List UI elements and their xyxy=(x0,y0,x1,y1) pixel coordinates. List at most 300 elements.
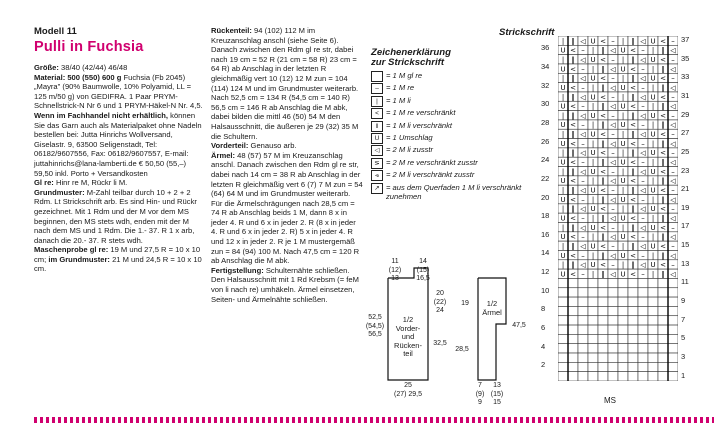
row-number-left: 14 xyxy=(541,248,550,258)
chart-cell xyxy=(608,325,618,334)
row-number-right: 19 xyxy=(681,202,690,212)
chart-cell-symbol: | xyxy=(591,83,595,92)
chart-cell xyxy=(558,278,568,287)
legend-symbol-icon: ◁ xyxy=(371,145,383,156)
chart-cell-symbol: | xyxy=(561,167,565,176)
mid-text-paragraph: Fertigstellung: Schulternähte schließen. Den Halsausschnitt mit 1 Rd Krebsm (= feM von li nach re) umhäkeln. Ärmel einsetzen, Seiten- und Ärmelnähte schließen. xyxy=(211,265,359,304)
chart-cell xyxy=(668,344,678,353)
chart-cell-symbol: U xyxy=(620,214,626,223)
chart-cell xyxy=(668,306,678,315)
chart-cell-symbol: < xyxy=(660,37,666,46)
mid-text-paragraph: Ärmel: 48 (57) 57 M im Kreuzanschlag anschl. Danach zwischen den Rdm gl re str, dabei nach 14 cm = 38 R ab Anschlag in der letzten R gleichmäßig vert 6 (7) 7 M zun = 54 (64) 64 M und im Grundmuster weiterarb. Für die Ärmelschrägungen nach 28,5 cm = 74 R ab Anschlag beids 1 M, dann 8 x in jeder 4. R und 6 x in jeder 2. R (8 x in jeder 4. R und 6 x in jeder 2. R) 5 x in jeder 4. R und 12 x in jeder 2. R je 1 M mustergemäß zun = 84 (94) 100 M. Nach 47,5 cm = 120 R ab Anschlag die M abk. xyxy=(211,150,363,266)
chart-cell xyxy=(638,334,648,343)
schema-back-top: 11 (12) 13 xyxy=(388,258,402,282)
chart-cell-symbol: ◁ xyxy=(640,111,646,120)
row-number-left: 8 xyxy=(541,304,546,314)
chart-cell-symbol: | xyxy=(591,102,595,111)
schema-back-bottom: 25 (27) 29,5 xyxy=(393,382,423,398)
schema-sleeve-bottom-left: 7 (9) 9 xyxy=(475,382,485,406)
chart-cell-symbol: | xyxy=(591,46,595,55)
chart-cell xyxy=(578,334,588,343)
chart-cell xyxy=(668,325,678,334)
legend-symbol-icon: – xyxy=(371,83,383,94)
chart-cell-symbol: – xyxy=(611,130,615,139)
row-number-left: 36 xyxy=(541,43,550,53)
chart-cell-symbol: – xyxy=(581,139,585,148)
chart-cell-symbol: ◁ xyxy=(610,177,616,186)
chart-cell-symbol: U xyxy=(620,177,626,186)
chart-cell-symbol: < xyxy=(570,233,576,242)
row-number-left: 32 xyxy=(541,80,550,90)
chart-cell-symbol: < xyxy=(630,158,636,167)
row-number-right: 23 xyxy=(681,165,690,175)
chart-cell-symbol: | xyxy=(621,74,625,83)
chart-cell-symbol: U xyxy=(650,205,656,214)
chart-cell-symbol: | xyxy=(591,270,595,279)
chart-cell-symbol: | xyxy=(591,139,595,148)
chart-cell-symbol: ◁ xyxy=(610,139,616,148)
left-text-paragraph: Gl re: Hinr re M, Rückr li M. xyxy=(34,178,128,188)
chart-cell-symbol: ‖ xyxy=(631,93,635,102)
legend-item xyxy=(371,71,541,83)
chart-cell-symbol: ‖ xyxy=(601,46,605,55)
chart-cell-symbol: – xyxy=(581,214,585,223)
chart-cell-symbol: | xyxy=(621,167,625,176)
chart-cell-symbol: ◁ xyxy=(610,121,616,130)
chart-cell-symbol: < xyxy=(600,242,606,251)
chart-cell-symbol: ‖ xyxy=(631,149,635,158)
chart-cell xyxy=(588,353,598,362)
legend-list xyxy=(371,71,541,205)
chart-cell-symbol: < xyxy=(660,186,666,195)
chart-cell xyxy=(628,344,638,353)
row-number-right: 25 xyxy=(681,146,690,156)
knitting-chart xyxy=(558,36,678,381)
chart-cell-symbol: ◁ xyxy=(670,65,676,74)
row-number-right: 15 xyxy=(681,240,690,250)
chart-cell-symbol: – xyxy=(671,74,675,83)
chart-cell xyxy=(658,334,668,343)
legend-symbol-icon: ⩹ xyxy=(371,170,383,181)
chart-cell-symbol: < xyxy=(600,74,606,83)
row-number-right: 3 xyxy=(681,352,686,362)
chart-cell-symbol: | xyxy=(561,261,565,270)
chart-cell-symbol: U xyxy=(590,55,596,64)
left-column xyxy=(34,0,204,274)
chart-cell-symbol: | xyxy=(561,93,565,102)
chart-cell-symbol: < xyxy=(600,223,606,232)
legend-symbol-icon: U xyxy=(371,133,383,144)
row-number-left: 26 xyxy=(541,136,550,146)
chart-cell-symbol: U xyxy=(650,74,656,83)
chart-cell-symbol: U xyxy=(590,261,596,270)
chart-cell-symbol: ◁ xyxy=(610,65,616,74)
chart-cell xyxy=(658,362,668,371)
chart-cell-symbol: ‖ xyxy=(631,37,635,46)
left-text-paragraph: im Grundmuster: 21 M und 24,5 R = 10 x 10 cm. xyxy=(34,254,202,274)
chart-cell-symbol: | xyxy=(561,111,565,120)
row-number-right: 27 xyxy=(681,128,690,138)
chart-cell xyxy=(648,316,658,325)
chart-cell-symbol: | xyxy=(591,214,595,223)
chart-cell-symbol: U xyxy=(620,233,626,242)
chart-cell-symbol: ‖ xyxy=(661,65,665,74)
chart-cell xyxy=(568,353,578,362)
chart-cell xyxy=(628,278,638,287)
chart-cell-symbol: – xyxy=(671,242,675,251)
chart-cell-symbol: < xyxy=(600,130,606,139)
chart-cell-symbol: – xyxy=(581,46,585,55)
chart-cell xyxy=(618,316,628,325)
row-number-left: 34 xyxy=(541,61,550,71)
legend-label: = 2 M re verschränkt zusstr xyxy=(386,157,478,167)
chart-cell-symbol: ‖ xyxy=(661,251,665,260)
legend-symbol-icon: < xyxy=(371,108,383,119)
mid-text-paragraph: Rückenteil: 94 (102) 112 M im Kreuzanschlag anschl (siehe Seite 6). Danach zwischen den Rdm gl re str, dabei nach 19 cm = 52 R (21 cm = 58 R) 23 cm = 64 R) ab Anschlag in der letzten R gleichmäßig vert 10 (12) 12 M zun = 104 (114) 124 M und im Grundmuster weiterarb. Nach 52,5 cm = 134 R (54,5 cm = 140 R) 56,5 cm = 146 R ab Anschlag die M abk, dabei bilden die mittl 46 (50) 54 M den Halsausschnitt, die äußeren je 29 (32) 35 M die Schultern. xyxy=(211,26,359,141)
chart-cell-symbol: ‖ xyxy=(661,177,665,186)
schema-back-left: 52,5 (54,5) 56,5 xyxy=(365,314,385,338)
chart-cell-symbol: – xyxy=(671,55,675,64)
chart-cell-symbol: – xyxy=(641,83,645,92)
chart-cell-symbol: < xyxy=(630,214,636,223)
chart-cell-symbol: ◁ xyxy=(610,102,616,111)
legend-title: Zeichenerklärung xyxy=(371,47,451,58)
chart-cell-symbol: ◁ xyxy=(580,37,586,46)
chart-cell-symbol: ◁ xyxy=(580,186,586,195)
chart-cell-symbol: – xyxy=(641,46,645,55)
chart-cell-symbol: | xyxy=(621,186,625,195)
chart-cell-symbol: – xyxy=(611,242,615,251)
chart-cell-symbol: ‖ xyxy=(601,214,605,223)
chart-cell xyxy=(628,325,638,334)
chart-cell-symbol: ◁ xyxy=(610,233,616,242)
chart-cell-symbol: | xyxy=(591,177,595,186)
chart-cell xyxy=(628,353,638,362)
page-title: Pulli in Fuchsia xyxy=(34,39,144,55)
left-text-paragraph: Maschenprobe gl re: 19 M und 27,5 R = 10 x 10 cm; xyxy=(34,245,201,264)
chart-cell xyxy=(668,297,678,306)
chart-cell-symbol: – xyxy=(611,55,615,64)
chart-cell-symbol: | xyxy=(591,251,595,260)
chart-cell xyxy=(638,372,648,381)
legend-item xyxy=(371,158,541,170)
chart-cell-symbol: – xyxy=(641,270,645,279)
chart-cell-symbol: U xyxy=(620,121,626,130)
legend-item xyxy=(371,145,541,157)
chart-cell-symbol: ◁ xyxy=(610,214,616,223)
chart-cell-symbol: U xyxy=(650,111,656,120)
row-number-right: 9 xyxy=(681,296,686,306)
chart-cell-symbol: U xyxy=(650,130,656,139)
chart-cell-symbol: U xyxy=(650,261,656,270)
chart-cell-symbol: – xyxy=(581,65,585,74)
row-number-right: 11 xyxy=(681,277,689,287)
chart-cell-symbol: ‖ xyxy=(601,158,605,167)
chart-cell-symbol: U xyxy=(590,130,596,139)
chart-cell-symbol: U xyxy=(620,46,626,55)
chart-cell xyxy=(578,353,588,362)
chart-cell-symbol: | xyxy=(621,93,625,102)
chart-cell xyxy=(638,344,648,353)
chart-cell xyxy=(598,372,608,381)
chart-cell-symbol: < xyxy=(570,251,576,260)
chart-cell-symbol: ‖ xyxy=(661,83,665,92)
chart-cell-symbol: – xyxy=(611,93,615,102)
chart-cell-symbol: ◁ xyxy=(610,251,616,260)
chart-cell-symbol: | xyxy=(561,74,565,83)
chart-cell-symbol: < xyxy=(660,111,666,120)
instructions-middle xyxy=(211,26,363,304)
chart-cell-symbol: < xyxy=(630,177,636,186)
chart-cell xyxy=(618,334,628,343)
chart-cell xyxy=(568,344,578,353)
chart-cell-symbol: – xyxy=(581,233,585,242)
chart-cell-symbol: – xyxy=(641,65,645,74)
instructions-left xyxy=(34,63,204,274)
chart-cell-symbol: ◁ xyxy=(610,158,616,167)
chart-cell-symbol: ◁ xyxy=(670,177,676,186)
chart-cell-symbol: | xyxy=(651,102,655,111)
chart-cell xyxy=(658,297,668,306)
chart-cell-symbol: ‖ xyxy=(571,167,575,176)
chart-cell xyxy=(648,297,658,306)
chart-cell-symbol: – xyxy=(611,186,615,195)
chart-cell-symbol: | xyxy=(561,223,565,232)
chart-cell-symbol: ‖ xyxy=(601,270,605,279)
chart-cell-symbol: – xyxy=(671,205,675,214)
chart-cell-symbol: | xyxy=(561,242,565,251)
legend-label: = 1 M li verschränkt xyxy=(386,120,453,130)
chart-cell-symbol: | xyxy=(621,55,625,64)
legend-item xyxy=(371,170,541,182)
chart-cell-symbol: < xyxy=(630,139,636,148)
chart-cell xyxy=(628,362,638,371)
chart-cell-symbol: | xyxy=(651,233,655,242)
chart-cell xyxy=(668,372,678,381)
chart-cell-symbol: | xyxy=(651,177,655,186)
chart-cell xyxy=(638,353,648,362)
row-number-right: 33 xyxy=(681,72,690,82)
chart-cell-symbol: U xyxy=(620,65,626,74)
chart-cell xyxy=(618,278,628,287)
chart-cell-symbol: – xyxy=(611,223,615,232)
row-number-right: 31 xyxy=(681,90,690,100)
chart-cell-symbol: U xyxy=(560,102,566,111)
chart-cell-symbol: < xyxy=(630,121,636,130)
chart-cell-symbol: < xyxy=(600,93,606,102)
chart-cell-symbol: U xyxy=(650,149,656,158)
chart-cell-symbol: – xyxy=(611,111,615,120)
chart-cell xyxy=(598,344,608,353)
row-number-left: 30 xyxy=(541,99,550,109)
chart-cell-symbol: ‖ xyxy=(571,186,575,195)
chart-cell-symbol: ◁ xyxy=(610,195,616,204)
chart-cell-symbol: | xyxy=(651,158,655,167)
chart-cell-symbol: – xyxy=(611,149,615,158)
chart-cell-symbol: ‖ xyxy=(571,261,575,270)
chart-cell-symbol: – xyxy=(581,121,585,130)
chart-cell-symbol: < xyxy=(660,55,666,64)
chart-cell-symbol: ◁ xyxy=(610,270,616,279)
chart-cell-symbol: < xyxy=(570,195,576,204)
chart-cell xyxy=(618,372,628,381)
chart-cell-symbol: < xyxy=(660,130,666,139)
chart-cell-symbol: U xyxy=(590,186,596,195)
row-number-left: 20 xyxy=(541,192,550,202)
chart-cell-symbol: ◁ xyxy=(580,205,586,214)
chart-cell-symbol: ‖ xyxy=(631,111,635,120)
chart-cell-symbol: U xyxy=(560,121,566,130)
chart-cell-symbol: < xyxy=(600,37,606,46)
chart-cell-symbol: ‖ xyxy=(661,102,665,111)
chart-cell-symbol: U xyxy=(560,233,566,242)
chart-cell xyxy=(558,325,568,334)
chart-cell-symbol: ‖ xyxy=(571,242,575,251)
chart-cell xyxy=(578,278,588,287)
row-number-right: 35 xyxy=(681,53,690,63)
chart-cell-symbol: U xyxy=(650,37,656,46)
chart-cell-symbol: ‖ xyxy=(631,261,635,270)
chart-cell xyxy=(628,288,638,297)
chart-cell-symbol: ◁ xyxy=(640,167,646,176)
row-number-right: 1 xyxy=(681,370,686,380)
chart-cell-symbol: ◁ xyxy=(640,149,646,158)
chart-cell-symbol: | xyxy=(651,251,655,260)
chart-cell xyxy=(588,297,598,306)
chart-cell xyxy=(648,362,658,371)
chart-cell-symbol: | xyxy=(651,65,655,74)
legend-subtitle: zur Strickschrift xyxy=(371,57,445,68)
chart-cell-symbol: | xyxy=(621,130,625,139)
schema-sleeve-bottom-right: 13 (15) 15 xyxy=(490,382,504,406)
chart-cell-symbol: – xyxy=(671,167,675,176)
chart-cell-symbol: < xyxy=(600,205,606,214)
chart-cell-symbol: U xyxy=(620,83,626,92)
chart-cell-symbol: < xyxy=(660,261,666,270)
chart-cell xyxy=(558,353,568,362)
row-number-right: 21 xyxy=(681,184,690,194)
chart-cell-symbol: ‖ xyxy=(571,74,575,83)
chart-cell-symbol: – xyxy=(611,261,615,270)
chart-cell xyxy=(558,362,568,371)
chart-cell xyxy=(618,306,628,315)
chart-cell xyxy=(578,344,588,353)
chart-cell-symbol: | xyxy=(561,130,565,139)
chart-cell xyxy=(598,316,608,325)
chart-cell xyxy=(658,372,668,381)
chart-cell-symbol: ◁ xyxy=(670,195,676,204)
chart-cell xyxy=(558,334,568,343)
chart-cell-symbol: ◁ xyxy=(670,102,676,111)
chart-cell-symbol: ◁ xyxy=(640,93,646,102)
chart-cell-symbol: | xyxy=(591,121,595,130)
chart-cell-symbol: – xyxy=(581,102,585,111)
chart-cell-symbol: U xyxy=(560,46,566,55)
chart-cell-symbol: ‖ xyxy=(661,233,665,242)
schema-back-mid: 32,5 xyxy=(433,340,447,347)
chart-cell-symbol: – xyxy=(641,214,645,223)
chart-cell-symbol: ◁ xyxy=(640,74,646,83)
chart-cell-symbol: | xyxy=(561,55,565,64)
chart-cell xyxy=(648,353,658,362)
chart-cell-symbol: < xyxy=(630,195,636,204)
chart-cell xyxy=(608,278,618,287)
chart-cell-symbol: U xyxy=(560,270,566,279)
chart-cell xyxy=(638,306,648,315)
chart-cell xyxy=(578,362,588,371)
legend-item xyxy=(371,83,541,95)
chart-cell-symbol: U xyxy=(620,158,626,167)
chart-cell-symbol: U xyxy=(590,205,596,214)
chart-cell xyxy=(618,362,628,371)
chart-cell-symbol: U xyxy=(620,195,626,204)
legend-symbol-icon: | xyxy=(371,96,383,107)
chart-cell-symbol: U xyxy=(620,270,626,279)
schema-sleeve-right: 47,5 xyxy=(512,322,526,329)
chart-cell xyxy=(588,372,598,381)
chart-cell xyxy=(568,372,578,381)
chart-cell-symbol: – xyxy=(611,74,615,83)
chart-cell-symbol: < xyxy=(570,102,576,111)
chart-cell xyxy=(608,372,618,381)
chart-cell xyxy=(608,297,618,306)
chart-cell-symbol: < xyxy=(660,167,666,176)
chart-cell-symbol: ‖ xyxy=(631,242,635,251)
row-number-left: 2 xyxy=(541,360,546,370)
chart-cell xyxy=(588,334,598,343)
chart-cell-symbol: ‖ xyxy=(571,130,575,139)
chart-cell-symbol: | xyxy=(651,46,655,55)
chart-cell-symbol: U xyxy=(650,223,656,232)
chart-cell-symbol: ◁ xyxy=(610,83,616,92)
chart-cell-symbol: ◁ xyxy=(670,214,676,223)
chart-cell xyxy=(578,297,588,306)
chart-cell xyxy=(588,344,598,353)
chart-cell-symbol: ‖ xyxy=(661,195,665,204)
chart-cell xyxy=(588,325,598,334)
legend-item xyxy=(371,121,541,133)
chart-cell xyxy=(638,325,648,334)
chart-cell xyxy=(558,316,568,325)
chart-cell xyxy=(648,306,658,315)
legend-label: = aus dem Querfaden 1 M li verschränkt zunehmen xyxy=(386,182,522,201)
chart-cell-symbol: | xyxy=(561,186,565,195)
legend xyxy=(371,48,541,205)
chart-cell-symbol: | xyxy=(621,242,625,251)
chart-cell-symbol: ◁ xyxy=(670,46,676,55)
chart-cell-symbol: < xyxy=(600,55,606,64)
chart-cell-symbol: < xyxy=(630,65,636,74)
row-number-left: 6 xyxy=(541,323,546,333)
chart-cell xyxy=(638,316,648,325)
chart-cell-symbol: – xyxy=(581,270,585,279)
chart-cell-symbol: ‖ xyxy=(571,205,575,214)
chart-cell-symbol: | xyxy=(621,37,625,46)
chart-cell-symbol: – xyxy=(611,205,615,214)
legend-item xyxy=(371,108,541,120)
chart-cell-symbol: ‖ xyxy=(661,214,665,223)
chart-cell-symbol: < xyxy=(660,205,666,214)
chart-cell xyxy=(598,278,608,287)
chart-cell xyxy=(668,362,678,371)
chart-cell-symbol: U xyxy=(650,186,656,195)
mid-text-paragraph: Vorderteil: Genauso arb. xyxy=(211,141,297,151)
chart-cell-symbol: U xyxy=(590,93,596,102)
chart-cell-symbol: – xyxy=(671,261,675,270)
chart-cell-symbol: < xyxy=(630,83,636,92)
chart-cell-symbol: ◁ xyxy=(670,233,676,242)
chart-cell-symbol: ◁ xyxy=(640,130,646,139)
